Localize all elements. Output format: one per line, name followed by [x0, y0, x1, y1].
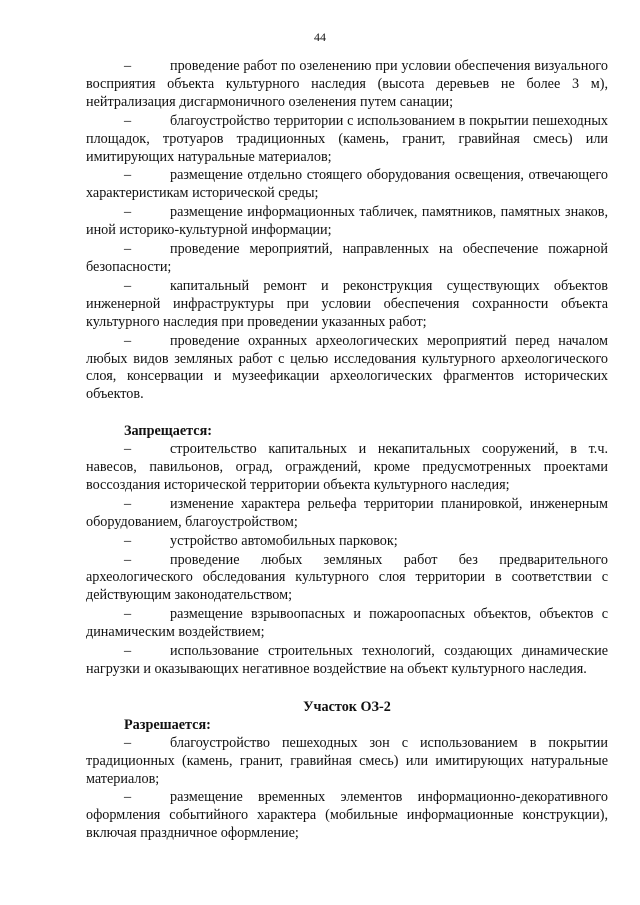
- list-item-text: использование строительных технологий, создающих динамические нагрузки и оказывающих негативное воздействие на объект культурного наследия.: [86, 643, 608, 677]
- allowed-heading: Разрешается:: [124, 716, 211, 733]
- list-item-text: устройство автомобильных парковок;: [170, 532, 398, 549]
- prohibited-heading: Запрещается:: [124, 423, 212, 440]
- bullet-dash: –: [124, 277, 132, 294]
- list-item: [86, 58, 608, 112]
- list-item: [86, 333, 608, 405]
- allowed-list-bottom: [86, 735, 608, 843]
- bullet-dash: –: [124, 112, 132, 129]
- list-item-text: размещение информационных табличек, памятников, памятных знаков, иной историко-культурной информации;: [86, 204, 608, 239]
- list-item-text: изменение характера рельефа территории планировкой, инженерным оборудованием, благоустройством;: [86, 495, 608, 530]
- bullet-dash: –: [124, 789, 132, 806]
- document-body: [86, 58, 608, 844]
- bullet-dash: –: [124, 167, 132, 184]
- list-item: [86, 441, 608, 495]
- list-item-text: строительство капитальных и некапитальных сооружений, в т.ч. навесов, павильонов, оград, ограждений, кроме предусмотренных проектами воссоздания исторической территории объекта культурного наследия;: [86, 441, 608, 493]
- allowed-list-top: [86, 58, 608, 404]
- list-item: [86, 167, 608, 203]
- prohibited-list: [86, 441, 608, 679]
- list-item: [86, 735, 608, 789]
- list-item: [86, 278, 608, 332]
- bullet-dash: –: [124, 734, 132, 751]
- list-item-text: размещение отдельно стоящего оборудования освещения, отвечающего характеристикам исторической среды;: [86, 167, 608, 202]
- list-item-text: проведение мероприятий, направленных на обеспечение пожарной безопасности;: [86, 241, 608, 275]
- bullet-dash: –: [124, 441, 132, 458]
- list-item-text: проведение охранных археологических мероприятий перед началом любых видов земляных работ с целью исследования культурного археологического слоя, консервации и музеефикации археологических фрагментов исторических объектов.: [86, 332, 608, 403]
- list-item: [86, 606, 608, 642]
- bullet-dash: –: [124, 58, 132, 74]
- list-item: [86, 204, 608, 240]
- bullet-dash: –: [124, 495, 132, 512]
- list-item-text: размещение взрывоопасных и пожароопасных объектов, объектов с динамическим воздействием;: [86, 606, 608, 641]
- bullet-dash: –: [124, 606, 132, 623]
- list-item-text: капитальный ремонт и реконструкция существующих объектов инженерной инфраструктуры при условии обеспечения сохранности объекта культурного наследия при проведении указанных работ;: [86, 277, 608, 330]
- bullet-dash: –: [124, 551, 132, 568]
- bullet-dash: –: [124, 643, 132, 660]
- bullet-dash: –: [124, 332, 132, 349]
- list-item-text: проведение работ по озеленению при условии обеспечения визуального восприятия объекта культурного наследия (высота деревьев не более 3 м), нейтрализация дисгармоничного озеленения путем санации;: [86, 58, 608, 110]
- section-title: Участок ОЗ-2: [303, 698, 391, 715]
- list-item-text: проведение любых земляных работ без предварительного археологического обследования культурного слоя территории в соответствии с действующим законодательством;: [86, 551, 608, 604]
- bullet-dash: –: [124, 532, 132, 549]
- list-item: [86, 533, 608, 551]
- list-item-text: благоустройство территории с использованием в покрытии пешеходных площадок, тротуаров традиционных (камень, гранит, гравийная смесь) или имитирующих натуральные материалов;: [86, 112, 608, 165]
- list-item: [86, 643, 608, 679]
- bullet-dash: –: [124, 241, 132, 258]
- list-item: [86, 789, 608, 843]
- list-item: [86, 113, 608, 167]
- list-item: [86, 552, 608, 606]
- page-number: 44: [314, 30, 326, 44]
- bullet-dash: –: [124, 204, 132, 221]
- list-item: [86, 241, 608, 277]
- list-item-text: размещение временных элементов информационно-декоративного оформления событийного характера (мобильные информационные конструкции), включая праздничное оформление;: [86, 789, 608, 842]
- list-item-text: благоустройство пешеходных зон с использованием в покрытии традиционных (камень, гранит, гравийная смесь) или имитирующих натуральные материалов;: [86, 734, 608, 787]
- list-item: [86, 496, 608, 532]
